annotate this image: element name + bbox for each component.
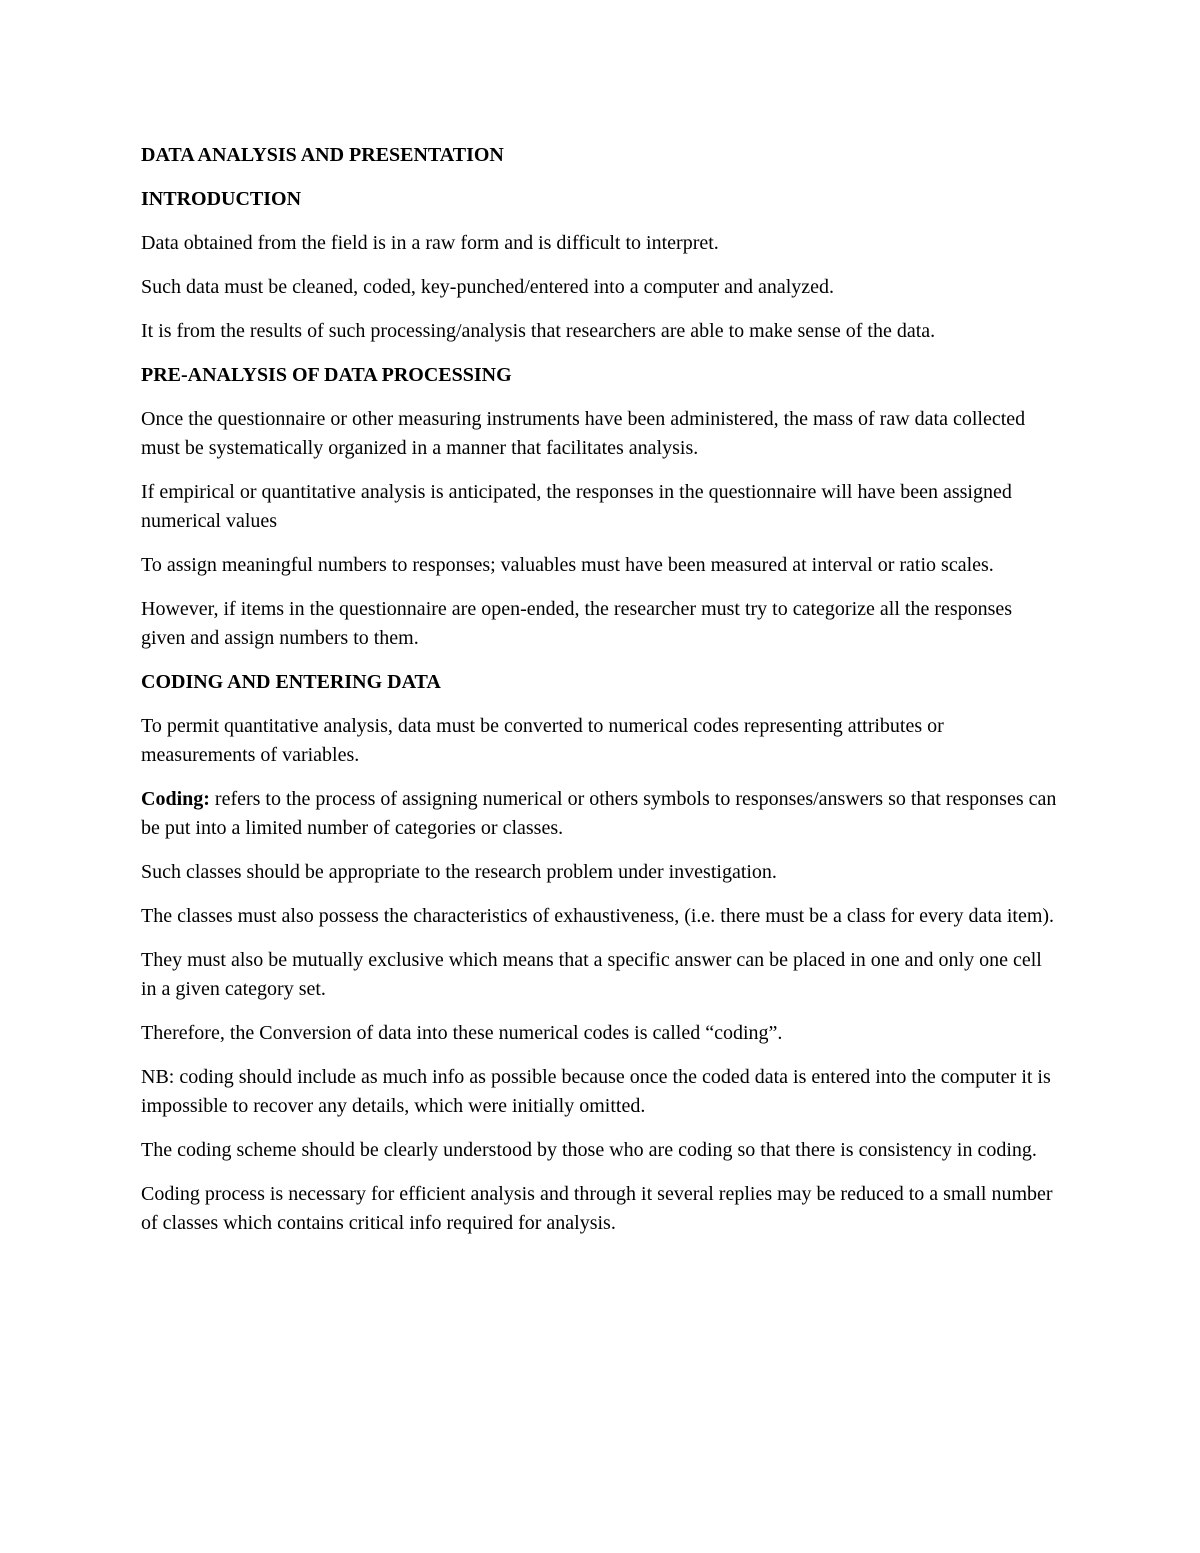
document-page [141, 141, 1061, 1253]
paragraph: The coding scheme should be clearly understood by those who are coding so that there is consistency in coding. [141, 1139, 1037, 1161]
heading-coding: CODING AND ENTERING DATA [141, 671, 441, 693]
document-title: DATA ANALYSIS AND PRESENTATION [141, 144, 504, 166]
definition-term: Coding: [141, 788, 210, 810]
paragraph: To assign meaningful numbers to responses; valuables must have been measured at interval or ratio scales. [141, 554, 994, 576]
paragraph: Once the questionnaire or other measuring instruments have been administered, the mass of raw data collected must be systematically organized in a manner that facilitates analysis. [141, 408, 1026, 459]
paragraph: However, if items in the questionnaire are open-ended, the researcher must try to categorize all the responses given and assign numbers to them. [141, 598, 1013, 649]
paragraph: Data obtained from the field is in a raw form and is difficult to interpret. [141, 232, 719, 254]
heading-pre-analysis: PRE-ANALYSIS OF DATA PROCESSING [141, 364, 512, 386]
paragraph: Such data must be cleaned, coded, key-punched/entered into a computer and analyzed. [141, 276, 835, 298]
paragraph: Such classes should be appropriate to the research problem under investigation. [141, 861, 777, 883]
definition-text: refers to the process of assigning numerical or others symbols to responses/answers so that responses can be put into a limited number of categories or classes. [141, 788, 1057, 839]
paragraph: The classes must also possess the characteristics of exhaustiveness, (i.e. there must be a class for every data item). [141, 905, 1055, 927]
paragraph: To permit quantitative analysis, data must be converted to numerical codes representing attributes or measurements of variables. [141, 715, 944, 766]
heading-introduction: INTRODUCTION [141, 188, 302, 210]
paragraph: They must also be mutually exclusive which means that a specific answer can be placed in one and only one cell in a given category set. [141, 949, 1042, 1000]
paragraph: NB: coding should include as much info as possible because once the coded data is entered into the computer it is impossible to recover any details, which were initially omitted. [141, 1066, 1051, 1117]
coding-definition [141, 785, 1061, 843]
paragraph: Coding process is necessary for efficient analysis and through it several replies may be reduced to a small number of classes which contains critical info required for analysis. [141, 1183, 1053, 1234]
paragraph: It is from the results of such processing/analysis that researchers are able to make sense of the data. [141, 320, 936, 342]
paragraph: If empirical or quantitative analysis is anticipated, the responses in the questionnaire will have been assigned numerical values [141, 481, 1012, 532]
paragraph: Therefore, the Conversion of data into these numerical codes is called “coding”. [141, 1022, 783, 1044]
